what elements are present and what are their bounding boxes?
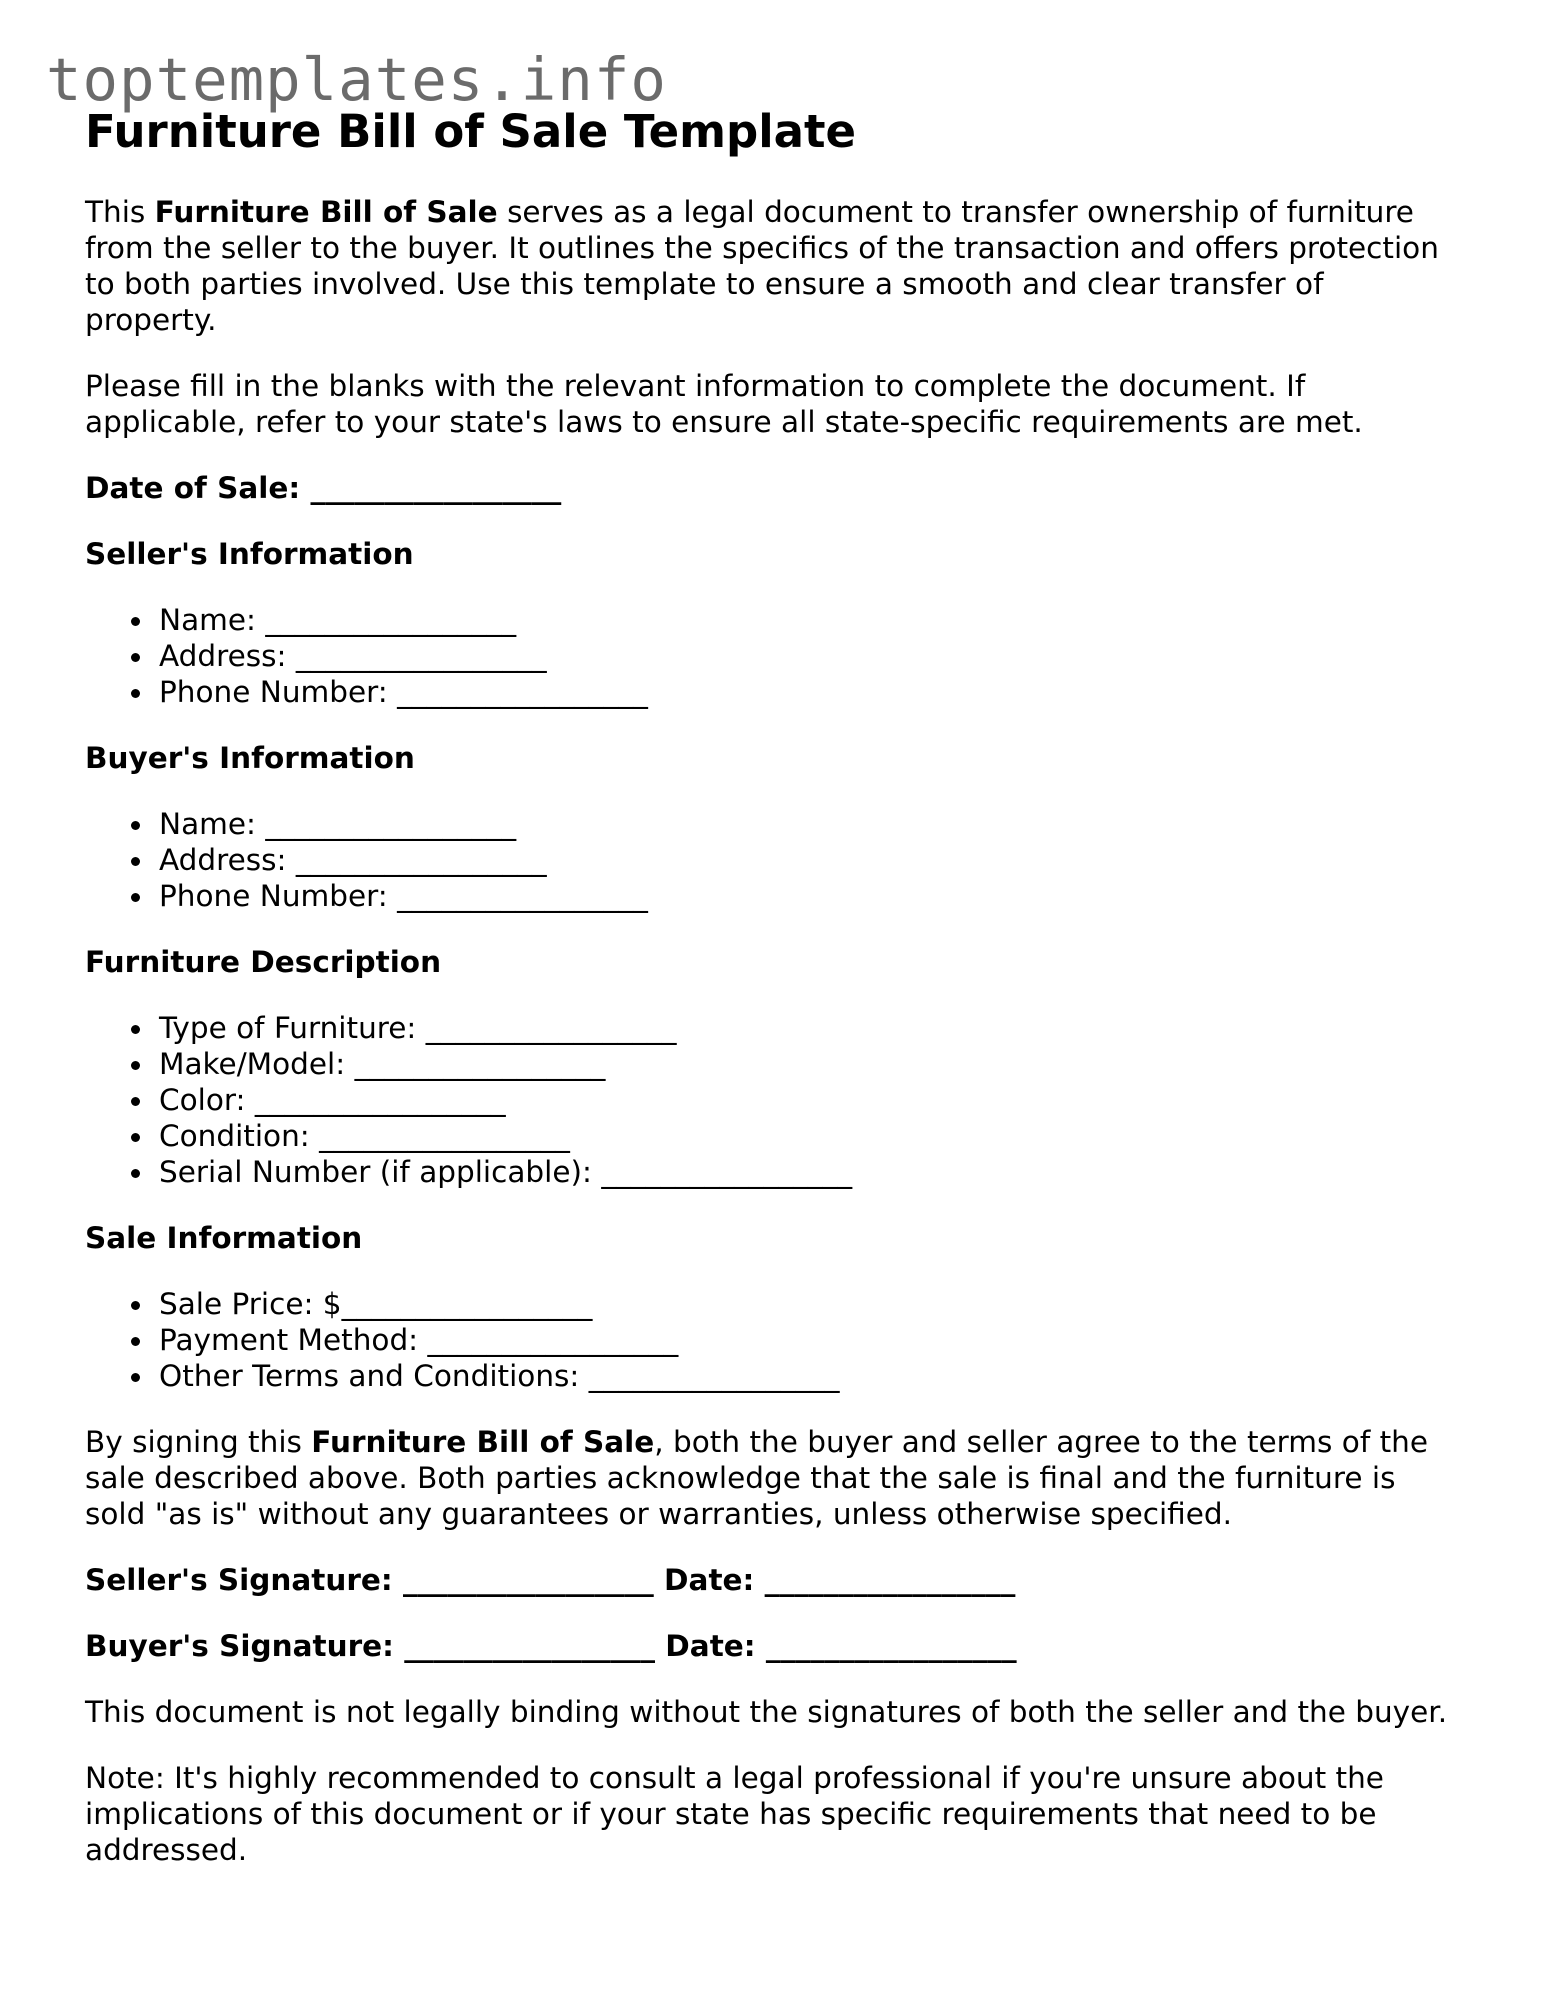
agreement-bold-term: Furniture Bill of Sale [311,1425,655,1459]
seller-signature-line [85,1562,1455,1598]
sale-price-label: Sale Price: $ [159,1287,342,1321]
buyer-name-label: Name: [159,807,256,841]
furniture-color-blank: _________________ [254,1083,506,1117]
furniture-make-label: Make/Model: [159,1047,346,1081]
intro-paragraph [85,194,1455,338]
seller-info-list [85,602,1455,710]
seller-signature-blank: _________________ [403,1563,654,1597]
payment-method-blank: _________________ [427,1323,679,1357]
instructions-paragraph: Please fill in the blanks with the relevant information to complete the document. If applicable, refer to your state's laws to ensure all state-specific requirements are met. [85,369,1363,439]
list-item [159,1322,1455,1358]
buyer-signature-date-label: Date: [665,1629,756,1663]
furniture-serial-blank: _________________ [601,1155,853,1189]
list-item [159,1286,1455,1322]
buyer-signature-line [85,1628,1455,1664]
page-title: Furniture Bill of Sale Template [85,105,857,158]
other-terms-label: Other Terms and Conditions: [159,1359,580,1393]
list-item [159,1046,1455,1082]
furniture-type-blank: _________________ [425,1011,677,1045]
buyer-info-list [85,806,1455,914]
seller-name-label: Name: [159,603,256,637]
buyer-signature-label: Buyer's Signature: [85,1629,394,1663]
seller-signature-label: Seller's Signature: [85,1563,393,1597]
buyer-address-blank: _________________ [295,843,547,877]
document-body [85,100,1455,1898]
intro-post: serves as a legal document to transfer ownership of furniture from the seller to the buyer. It outlines the specifics of the transaction and offers protection to both parties involved. Use this template to ensure a smooth and clear transfer of property. [85,195,1439,337]
list-item [159,1082,1455,1118]
list-item [159,806,1455,842]
list-item [159,674,1455,710]
agreement-pre: By signing this [85,1425,312,1459]
seller-phone-blank: _________________ [397,675,648,709]
furniture-type-label: Type of Furniture: [159,1011,417,1045]
furniture-description-list [85,1010,1455,1190]
seller-signature-date-blank: _________________ [764,1563,1016,1597]
furniture-serial-label: Serial Number (if applicable): [159,1155,592,1189]
list-item [159,638,1455,674]
intro-bold-term: Furniture Bill of Sale [154,195,498,229]
buyer-info-heading: Buyer's Information [85,741,415,775]
list-item [159,878,1455,914]
agreement-post: , both the buyer and seller agree to the terms of the sale described above. Both parties acknowledge that the sale is final and the furniture is sold "as is" without any guarantees or warranties, unless otherwise specified. [85,1425,1428,1531]
sale-information-list [85,1286,1455,1394]
legal-note-paragraph: Note: It's highly recommended to consult a legal professional if you're unsure about the implications of this document or if your state has specific requirements that need to be addressed. [85,1761,1384,1867]
buyer-signature-blank: _________________ [404,1629,656,1663]
list-item [159,842,1455,878]
seller-address-blank: _________________ [295,639,547,673]
furniture-condition-blank: _________________ [319,1119,570,1153]
date-of-sale-blank: _________________ [310,471,562,505]
agreement-paragraph [85,1424,1455,1532]
seller-info-heading: Seller's Information [85,537,414,571]
list-item [159,1010,1455,1046]
buyer-signature-date-blank: _________________ [765,1629,1017,1663]
seller-name-blank: _________________ [265,603,517,637]
furniture-color-label: Color: [159,1083,246,1117]
buyer-address-label: Address: [159,843,287,877]
furniture-make-blank: _________________ [354,1047,606,1081]
intro-pre: This [85,195,155,229]
list-item [159,602,1455,638]
seller-address-label: Address: [159,639,287,673]
list-item [159,1118,1455,1154]
date-of-sale-label: Date of Sale: [85,471,301,505]
buyer-name-blank: _________________ [265,807,517,841]
buyer-phone-blank: _________________ [397,879,648,913]
furniture-description-heading: Furniture Description [85,945,442,979]
seller-signature-date-label: Date: [664,1563,755,1597]
buyer-phone-label: Phone Number: [159,879,388,913]
list-item [159,1358,1455,1394]
furniture-condition-label: Condition: [159,1119,310,1153]
binding-note-paragraph: This document is not legally binding without the signatures of both the seller and the buyer. [85,1695,1448,1729]
sale-price-blank: _________________ [341,1287,593,1321]
site-watermark: toptemplates.info [46,45,667,114]
date-of-sale-line [85,470,1455,506]
sale-information-heading: Sale Information [85,1221,363,1255]
other-terms-blank: _________________ [588,1359,840,1393]
seller-phone-label: Phone Number: [159,675,388,709]
list-item [159,1154,1455,1190]
payment-method-label: Payment Method: [159,1323,419,1357]
